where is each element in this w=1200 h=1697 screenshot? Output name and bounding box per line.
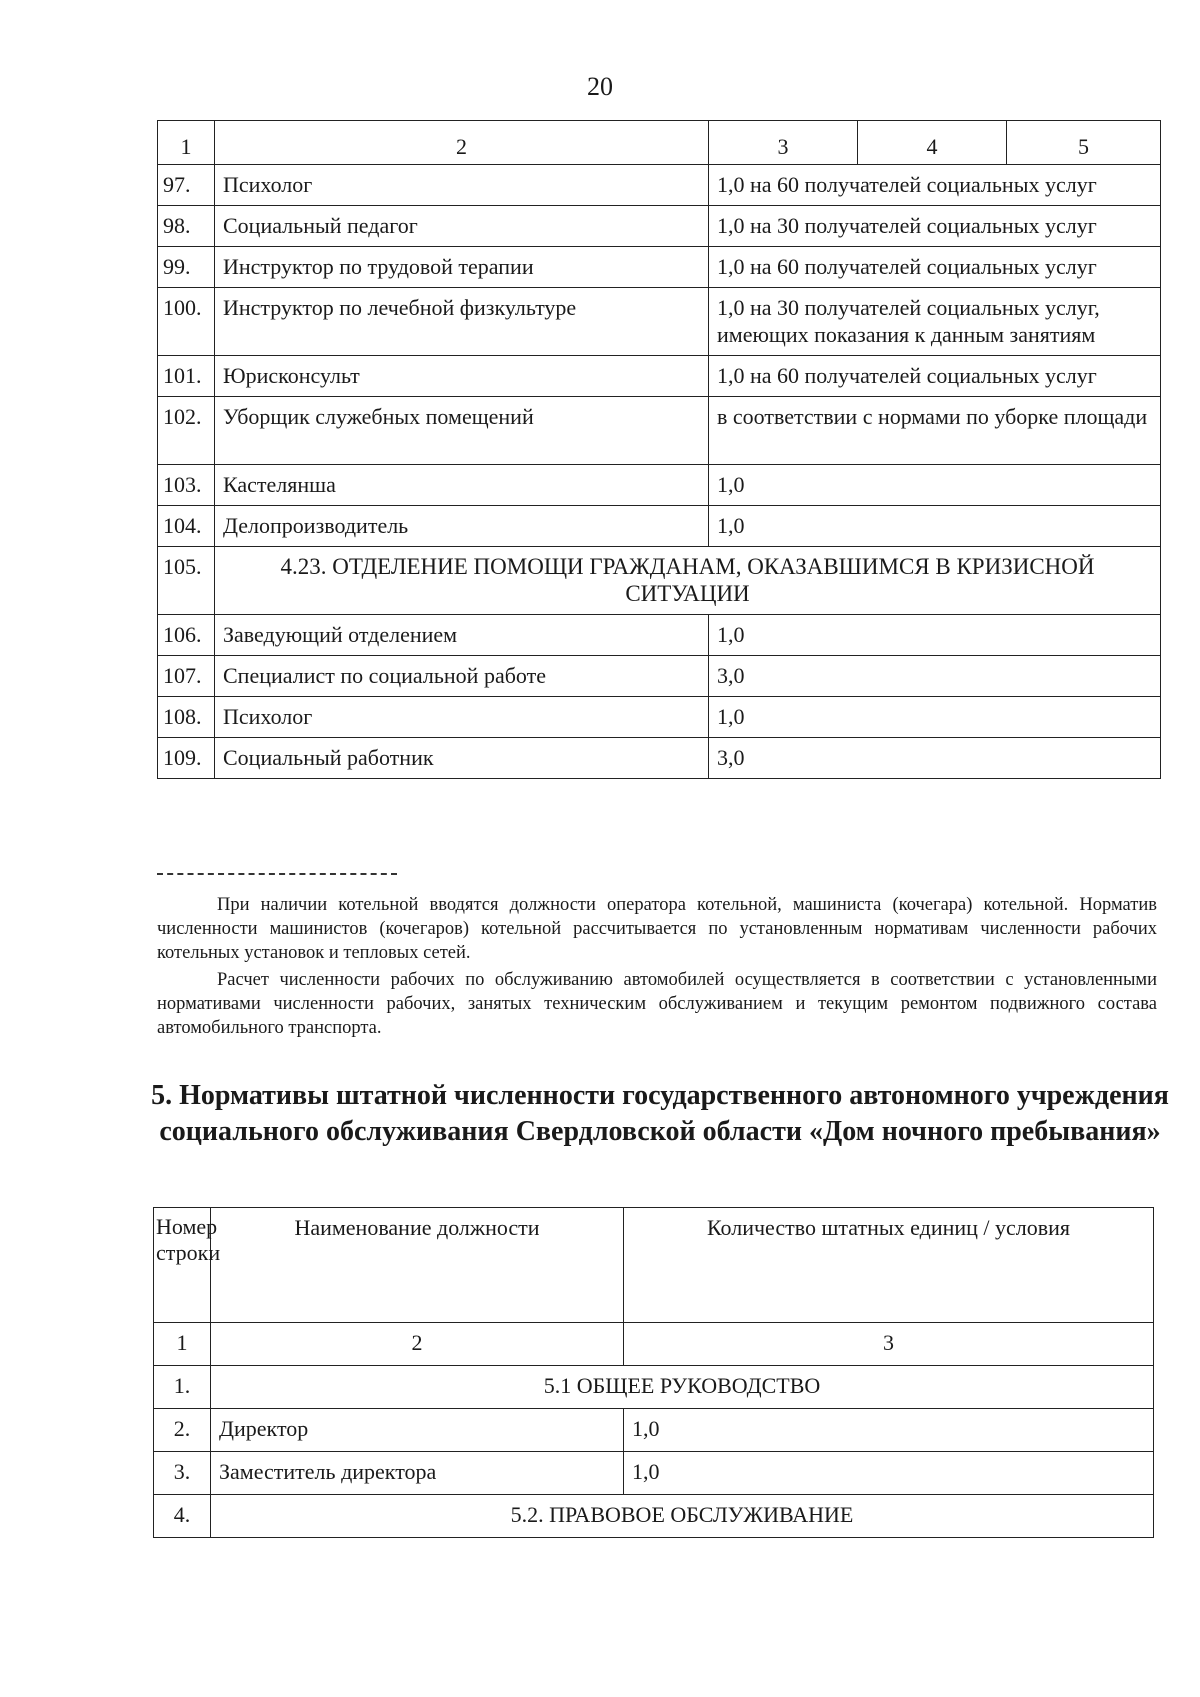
table-row	[158, 397, 1161, 465]
row-number: 105.	[158, 547, 215, 615]
index-cell: 3	[624, 1323, 1154, 1366]
position-name: Специалист по социальной работе	[215, 656, 709, 697]
section-title: 5.2. ПРАВОВОЕ ОБСЛУЖИВАНИЕ	[211, 1495, 1154, 1538]
table-header-row	[154, 1208, 1154, 1323]
table-row	[158, 247, 1161, 288]
staff-count: 1,0 на 60 получателей социальных услуг	[709, 247, 1161, 288]
footnote-boiler: При наличии котельной вводятся должности оператора котельной, машиниста (кочегара) котельной. Норматив численности машинистов (кочегаров) котельной рассчитывается по установленным нормативам численности рабочих котельных установок и тепловых сетей.	[157, 895, 1157, 963]
row-number: 3.	[154, 1452, 211, 1495]
position-name: Заместитель директора	[211, 1452, 624, 1495]
table-header-row	[158, 121, 1161, 165]
header-cell: 2	[215, 121, 709, 165]
staff-count: 1,0 на 60 получателей социальных услуг	[709, 165, 1161, 206]
position-name: Уборщик служебных помещений	[215, 397, 709, 465]
row-number: 98.	[158, 206, 215, 247]
section-title: 5.1 ОБЩЕЕ РУКОВОДСТВО	[211, 1366, 1154, 1409]
row-number: 2.	[154, 1409, 211, 1452]
staff-count: 1,0 на 60 получателей социальных услуг	[709, 356, 1161, 397]
header-position-name: Наименование должности	[211, 1208, 624, 1323]
table-row	[158, 165, 1161, 206]
row-number: 109.	[158, 738, 215, 779]
row-number: 101.	[158, 356, 215, 397]
table-row	[158, 697, 1161, 738]
row-number: 1.	[154, 1366, 211, 1409]
table-row	[158, 738, 1161, 779]
table-row	[154, 1452, 1154, 1495]
footnote-vehicles: Расчет численности рабочих по обслуживанию автомобилей осуществляется в соответствии с установленными нормативами численности рабочих, занятых техническим обслуживанием и текущим ремонтом подвижного состава автомобильного транспорта.	[157, 970, 1157, 1038]
staffing-table-continued	[157, 120, 1161, 779]
header-row-number: Номер строки	[154, 1208, 211, 1323]
table-index-row	[154, 1323, 1154, 1366]
position-name: Делопроизводитель	[215, 506, 709, 547]
header-cell: 4	[858, 121, 1007, 165]
staff-count: 1,0 на 30 получателей социальных услуг	[709, 206, 1161, 247]
table-row	[158, 656, 1161, 697]
position-name: Директор	[211, 1409, 624, 1452]
row-number: 100.	[158, 288, 215, 356]
header-cell: 5	[1007, 121, 1161, 165]
staff-count: 1,0	[709, 615, 1161, 656]
position-name: Социальный работник	[215, 738, 709, 779]
position-name: Заведующий отделением	[215, 615, 709, 656]
table-row	[158, 615, 1161, 656]
row-number: 104.	[158, 506, 215, 547]
position-name: Кастелянша	[215, 465, 709, 506]
section-row	[154, 1366, 1154, 1409]
row-number: 108.	[158, 697, 215, 738]
staff-count: 1,0	[709, 506, 1161, 547]
row-number: 102.	[158, 397, 215, 465]
section-heading: 5. Нормативы штатной численности государственного автономного учреждения социального обслуживания Свердловской области «Дом ночного пребывания»	[151, 1080, 1169, 1147]
header-cell: 3	[709, 121, 858, 165]
position-name: Социальный педагог	[215, 206, 709, 247]
row-number: 106.	[158, 615, 215, 656]
staff-count: 1,0	[624, 1409, 1154, 1452]
section-row	[154, 1495, 1154, 1538]
section-title: 4.23. ОТДЕЛЕНИЕ ПОМОЩИ ГРАЖДАНАМ, ОКАЗАВШИМСЯ В КРИЗИСНОЙ СИТУАЦИИ	[215, 547, 1161, 615]
position-name: Юрисконсульт	[215, 356, 709, 397]
footnote-divider	[157, 873, 397, 875]
index-cell: 2	[211, 1323, 624, 1366]
table-row	[158, 206, 1161, 247]
table-row	[154, 1409, 1154, 1452]
position-name: Психолог	[215, 165, 709, 206]
staff-count: 1,0	[624, 1452, 1154, 1495]
staff-count: 1,0 на 30 получателей социальных услуг, имеющих показания к данным занятиям	[709, 288, 1161, 356]
header-cell: 1	[158, 121, 215, 165]
header-staff-count: Количество штатных единиц / условия	[624, 1208, 1154, 1323]
staff-count: в соответствии с нормами по уборке площади	[709, 397, 1161, 465]
page-number: 20	[587, 72, 613, 101]
row-number: 97.	[158, 165, 215, 206]
row-number: 4.	[154, 1495, 211, 1538]
row-number: 107.	[158, 656, 215, 697]
row-number: 99.	[158, 247, 215, 288]
staff-count: 3,0	[709, 656, 1161, 697]
position-name: Психолог	[215, 697, 709, 738]
index-cell: 1	[154, 1323, 211, 1366]
table-row	[158, 465, 1161, 506]
staff-count: 1,0	[709, 465, 1161, 506]
table-row	[158, 506, 1161, 547]
staffing-table-section5	[153, 1207, 1154, 1538]
staff-count: 1,0	[709, 697, 1161, 738]
position-name: Инструктор по трудовой терапии	[215, 247, 709, 288]
section-row	[158, 547, 1161, 615]
row-number: 103.	[158, 465, 215, 506]
table-row	[158, 288, 1161, 356]
position-name: Инструктор по лечебной физкультуре	[215, 288, 709, 356]
table-row	[158, 356, 1161, 397]
staff-count: 3,0	[709, 738, 1161, 779]
